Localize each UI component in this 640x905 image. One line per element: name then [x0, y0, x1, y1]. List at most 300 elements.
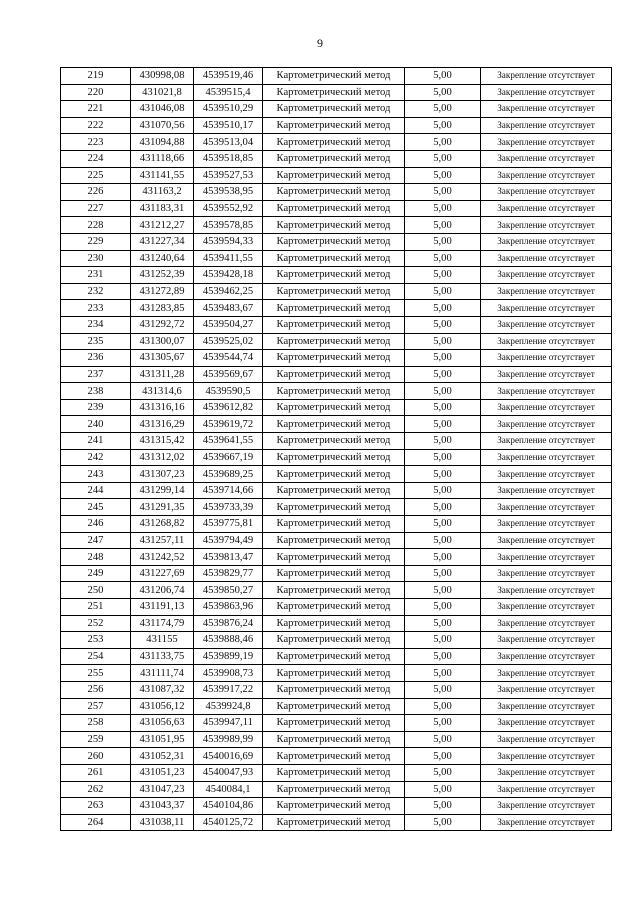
method-cell: Картометрический метод [263, 499, 405, 516]
y-coordinate-cell: 4539428,18 [194, 267, 263, 284]
x-coordinate-cell: 431315,42 [131, 433, 194, 450]
fixation-cell: Закрепление отсутствует [481, 565, 612, 582]
y-coordinate-cell: 4539411,55 [194, 250, 263, 267]
accuracy-cell: 5,00 [405, 482, 481, 499]
method-cell: Картометрический метод [263, 648, 405, 665]
x-coordinate-cell: 431299,14 [131, 482, 194, 499]
accuracy-cell: 5,00 [405, 449, 481, 466]
y-coordinate-cell: 4539594,33 [194, 233, 263, 250]
table-body [61, 68, 612, 831]
fixation-cell: Закрепление отсутствует [481, 781, 612, 798]
x-coordinate-cell: 431257,11 [131, 532, 194, 549]
y-coordinate-cell: 4539899,19 [194, 648, 263, 665]
fixation-cell: Закрепление отсутствует [481, 499, 612, 516]
accuracy-cell: 5,00 [405, 217, 481, 234]
point-number-cell: 230 [61, 250, 131, 267]
accuracy-cell: 5,00 [405, 582, 481, 599]
point-number-cell: 245 [61, 499, 131, 516]
x-coordinate-cell: 431133,75 [131, 648, 194, 665]
table-row [61, 68, 612, 85]
y-coordinate-cell: 4539619,72 [194, 416, 263, 433]
y-coordinate-cell: 4539504,27 [194, 316, 263, 333]
table-row [61, 250, 612, 267]
method-cell: Картометрический метод [263, 698, 405, 715]
point-number-cell: 221 [61, 101, 131, 118]
fixation-cell: Закрепление отсутствует [481, 632, 612, 649]
point-number-cell: 262 [61, 781, 131, 798]
accuracy-cell: 5,00 [405, 283, 481, 300]
fixation-cell: Закрепление отсутствует [481, 748, 612, 765]
fixation-cell: Закрепление отсутствует [481, 648, 612, 665]
x-coordinate-cell: 431252,39 [131, 267, 194, 284]
x-coordinate-cell: 431305,67 [131, 350, 194, 367]
y-coordinate-cell: 4539908,73 [194, 665, 263, 682]
point-number-cell: 239 [61, 399, 131, 416]
table-row [61, 350, 612, 367]
x-coordinate-cell: 431292,72 [131, 316, 194, 333]
x-coordinate-cell: 431043,37 [131, 798, 194, 815]
fixation-cell: Закрепление отсутствует [481, 283, 612, 300]
y-coordinate-cell: 4539775,81 [194, 516, 263, 533]
point-number-cell: 220 [61, 84, 131, 101]
x-coordinate-cell: 431311,28 [131, 366, 194, 383]
fixation-cell: Закрепление отсутствует [481, 582, 612, 599]
x-coordinate-cell: 431240,64 [131, 250, 194, 267]
point-number-cell: 247 [61, 532, 131, 549]
method-cell: Картометрический метод [263, 184, 405, 201]
table-row [61, 648, 612, 665]
y-coordinate-cell: 4539462,25 [194, 283, 263, 300]
method-cell: Картометрический метод [263, 466, 405, 483]
y-coordinate-cell: 4539794,49 [194, 532, 263, 549]
method-cell: Картометрический метод [263, 283, 405, 300]
fixation-cell: Закрепление отсутствует [481, 665, 612, 682]
accuracy-cell: 5,00 [405, 798, 481, 815]
point-number-cell: 227 [61, 200, 131, 217]
fixation-cell: Закрепление отсутствует [481, 466, 612, 483]
accuracy-cell: 5,00 [405, 814, 481, 831]
page-number: 9 [317, 36, 323, 50]
y-coordinate-cell: 4539888,46 [194, 632, 263, 649]
point-number-cell: 242 [61, 449, 131, 466]
x-coordinate-cell: 431314,6 [131, 383, 194, 400]
method-cell: Картометрический метод [263, 200, 405, 217]
y-coordinate-cell: 4539544,74 [194, 350, 263, 367]
fixation-cell: Закрепление отсутствует [481, 150, 612, 167]
accuracy-cell: 5,00 [405, 748, 481, 765]
table-row [61, 582, 612, 599]
point-number-cell: 232 [61, 283, 131, 300]
fixation-cell: Закрепление отсутствует [481, 184, 612, 201]
fixation-cell: Закрепление отсутствует [481, 250, 612, 267]
table-row [61, 101, 612, 118]
fixation-cell: Закрепление отсутствует [481, 532, 612, 549]
table-row [61, 150, 612, 167]
table-row [61, 433, 612, 450]
y-coordinate-cell: 4539689,25 [194, 466, 263, 483]
fixation-cell: Закрепление отсутствует [481, 134, 612, 151]
x-coordinate-cell: 431021,8 [131, 84, 194, 101]
fixation-cell: Закрепление отсутствует [481, 267, 612, 284]
x-coordinate-cell: 431300,07 [131, 333, 194, 350]
fixation-cell: Закрепление отсутствует [481, 681, 612, 698]
accuracy-cell: 5,00 [405, 731, 481, 748]
table-row [61, 516, 612, 533]
fixation-cell: Закрепление отсутствует [481, 101, 612, 118]
accuracy-cell: 5,00 [405, 764, 481, 781]
accuracy-cell: 5,00 [405, 715, 481, 732]
x-coordinate-cell: 431307,23 [131, 466, 194, 483]
method-cell: Картометрический метод [263, 532, 405, 549]
y-coordinate-cell: 4539518,85 [194, 150, 263, 167]
point-number-cell: 257 [61, 698, 131, 715]
table-row [61, 217, 612, 234]
point-number-cell: 224 [61, 150, 131, 167]
method-cell: Картометрический метод [263, 582, 405, 599]
fixation-cell: Закрепление отсутствует [481, 482, 612, 499]
y-coordinate-cell: 4539552,92 [194, 200, 263, 217]
x-coordinate-cell: 431291,35 [131, 499, 194, 516]
table-row [61, 632, 612, 649]
table-row [61, 764, 612, 781]
point-number-cell: 233 [61, 300, 131, 317]
accuracy-cell: 5,00 [405, 499, 481, 516]
table-row [61, 532, 612, 549]
x-coordinate-cell: 431283,85 [131, 300, 194, 317]
fixation-cell: Закрепление отсутствует [481, 764, 612, 781]
y-coordinate-cell: 4540125,72 [194, 814, 263, 831]
x-coordinate-cell: 431118,66 [131, 150, 194, 167]
table-row [61, 167, 612, 184]
accuracy-cell: 5,00 [405, 615, 481, 632]
point-number-cell: 237 [61, 366, 131, 383]
table-row [61, 366, 612, 383]
point-number-cell: 243 [61, 466, 131, 483]
y-coordinate-cell: 4539863,96 [194, 599, 263, 616]
table-row [61, 499, 612, 516]
accuracy-cell: 5,00 [405, 549, 481, 566]
point-number-cell: 259 [61, 731, 131, 748]
x-coordinate-cell: 431056,63 [131, 715, 194, 732]
method-cell: Картометрический метод [263, 167, 405, 184]
x-coordinate-cell: 431174,79 [131, 615, 194, 632]
method-cell: Картометрический метод [263, 366, 405, 383]
point-number-cell: 260 [61, 748, 131, 765]
method-cell: Картометрический метод [263, 333, 405, 350]
point-number-cell: 234 [61, 316, 131, 333]
y-coordinate-cell: 4539483,67 [194, 300, 263, 317]
point-number-cell: 240 [61, 416, 131, 433]
method-cell: Картометрический метод [263, 117, 405, 134]
y-coordinate-cell: 4539813,47 [194, 549, 263, 566]
table-row [61, 466, 612, 483]
method-cell: Картометрический метод [263, 449, 405, 466]
table-row [61, 748, 612, 765]
y-coordinate-cell: 4540084,1 [194, 781, 263, 798]
accuracy-cell: 5,00 [405, 466, 481, 483]
method-cell: Картометрический метод [263, 516, 405, 533]
accuracy-cell: 5,00 [405, 366, 481, 383]
x-coordinate-cell: 431227,69 [131, 565, 194, 582]
point-number-cell: 255 [61, 665, 131, 682]
point-number-cell: 246 [61, 516, 131, 533]
y-coordinate-cell: 4539876,24 [194, 615, 263, 632]
accuracy-cell: 5,00 [405, 117, 481, 134]
table-row [61, 416, 612, 433]
y-coordinate-cell: 4539538,95 [194, 184, 263, 201]
point-number-cell: 241 [61, 433, 131, 450]
point-number-cell: 235 [61, 333, 131, 350]
y-coordinate-cell: 4539947,11 [194, 715, 263, 732]
method-cell: Картометрический метод [263, 134, 405, 151]
accuracy-cell: 5,00 [405, 565, 481, 582]
x-coordinate-cell: 431051,95 [131, 731, 194, 748]
fixation-cell: Закрепление отсутствует [481, 516, 612, 533]
accuracy-cell: 5,00 [405, 134, 481, 151]
y-coordinate-cell: 4539667,19 [194, 449, 263, 466]
method-cell: Картометрический метод [263, 399, 405, 416]
point-number-cell: 219 [61, 68, 131, 85]
x-coordinate-cell: 431038,11 [131, 814, 194, 831]
point-number-cell: 249 [61, 565, 131, 582]
x-coordinate-cell: 431316,16 [131, 399, 194, 416]
table-row [61, 565, 612, 582]
x-coordinate-cell: 431087,32 [131, 681, 194, 698]
y-coordinate-cell: 4540104,86 [194, 798, 263, 815]
method-cell: Картометрический метод [263, 482, 405, 499]
x-coordinate-cell: 431312,02 [131, 449, 194, 466]
y-coordinate-cell: 4539578,85 [194, 217, 263, 234]
x-coordinate-cell: 431268,82 [131, 516, 194, 533]
point-number-cell: 231 [61, 267, 131, 284]
fixation-cell: Закрепление отсутствует [481, 217, 612, 234]
table-row [61, 698, 612, 715]
point-number-cell: 250 [61, 582, 131, 599]
method-cell: Картометрический метод [263, 416, 405, 433]
accuracy-cell: 5,00 [405, 333, 481, 350]
x-coordinate-cell: 431094,88 [131, 134, 194, 151]
x-coordinate-cell: 431070,56 [131, 117, 194, 134]
fixation-cell: Закрепление отсутствует [481, 814, 612, 831]
point-number-cell: 258 [61, 715, 131, 732]
accuracy-cell: 5,00 [405, 681, 481, 698]
point-number-cell: 225 [61, 167, 131, 184]
point-number-cell: 256 [61, 681, 131, 698]
method-cell: Картометрический метод [263, 350, 405, 367]
method-cell: Картометрический метод [263, 798, 405, 815]
fixation-cell: Закрепление отсутствует [481, 433, 612, 450]
method-cell: Картометрический метод [263, 615, 405, 632]
method-cell: Картометрический метод [263, 233, 405, 250]
accuracy-cell: 5,00 [405, 184, 481, 201]
method-cell: Картометрический метод [263, 715, 405, 732]
table-row [61, 383, 612, 400]
accuracy-cell: 5,00 [405, 416, 481, 433]
accuracy-cell: 5,00 [405, 350, 481, 367]
table-row [61, 798, 612, 815]
method-cell: Картометрический метод [263, 84, 405, 101]
point-number-cell: 254 [61, 648, 131, 665]
y-coordinate-cell: 4539590,5 [194, 383, 263, 400]
fixation-cell: Закрепление отсутствует [481, 84, 612, 101]
method-cell: Картометрический метод [263, 814, 405, 831]
method-cell: Картометрический метод [263, 764, 405, 781]
accuracy-cell: 5,00 [405, 648, 481, 665]
table-row [61, 117, 612, 134]
y-coordinate-cell: 4539917,22 [194, 681, 263, 698]
y-coordinate-cell: 4539714,66 [194, 482, 263, 499]
fixation-cell: Закрепление отсутствует [481, 383, 612, 400]
point-number-cell: 226 [61, 184, 131, 201]
method-cell: Картометрический метод [263, 748, 405, 765]
method-cell: Картометрический метод [263, 383, 405, 400]
table-row [61, 615, 612, 632]
x-coordinate-cell: 431191,13 [131, 599, 194, 616]
accuracy-cell: 5,00 [405, 599, 481, 616]
method-cell: Картометрический метод [263, 217, 405, 234]
table-row [61, 316, 612, 333]
point-number-cell: 252 [61, 615, 131, 632]
fixation-cell: Закрепление отсутствует [481, 715, 612, 732]
table-row [61, 665, 612, 682]
method-cell: Картометрический метод [263, 300, 405, 317]
y-coordinate-cell: 4540047,93 [194, 764, 263, 781]
x-coordinate-cell: 431316,29 [131, 416, 194, 433]
accuracy-cell: 5,00 [405, 267, 481, 284]
y-coordinate-cell: 4539513,04 [194, 134, 263, 151]
x-coordinate-cell: 431242,52 [131, 549, 194, 566]
point-number-cell: 248 [61, 549, 131, 566]
method-cell: Картометрический метод [263, 599, 405, 616]
table-row [61, 731, 612, 748]
table-row [61, 814, 612, 831]
table-row [61, 781, 612, 798]
table-row [61, 482, 612, 499]
x-coordinate-cell: 431046,08 [131, 101, 194, 118]
point-number-cell: 238 [61, 383, 131, 400]
accuracy-cell: 5,00 [405, 250, 481, 267]
accuracy-cell: 5,00 [405, 68, 481, 85]
accuracy-cell: 5,00 [405, 383, 481, 400]
accuracy-cell: 5,00 [405, 433, 481, 450]
accuracy-cell: 5,00 [405, 516, 481, 533]
fixation-cell: Закрепление отсутствует [481, 416, 612, 433]
table-row [61, 549, 612, 566]
method-cell: Картометрический метод [263, 681, 405, 698]
y-coordinate-cell: 4539510,17 [194, 117, 263, 134]
y-coordinate-cell: 4539525,02 [194, 333, 263, 350]
fixation-cell: Закрепление отсутствует [481, 399, 612, 416]
y-coordinate-cell: 4539519,46 [194, 68, 263, 85]
table-row [61, 333, 612, 350]
x-coordinate-cell: 431056,12 [131, 698, 194, 715]
y-coordinate-cell: 4539829,77 [194, 565, 263, 582]
accuracy-cell: 5,00 [405, 200, 481, 217]
method-cell: Картометрический метод [263, 565, 405, 582]
point-number-cell: 263 [61, 798, 131, 815]
fixation-cell: Закрепление отсутствует [481, 300, 612, 317]
table-row [61, 599, 612, 616]
accuracy-cell: 5,00 [405, 632, 481, 649]
point-number-cell: 253 [61, 632, 131, 649]
point-number-cell: 229 [61, 233, 131, 250]
method-cell: Картометрический метод [263, 150, 405, 167]
fixation-cell: Закрепление отсутствует [481, 366, 612, 383]
x-coordinate-cell: 431051,23 [131, 764, 194, 781]
y-coordinate-cell: 4539924,8 [194, 698, 263, 715]
table-row [61, 200, 612, 217]
point-number-cell: 244 [61, 482, 131, 499]
coordinates-table [60, 67, 612, 831]
fixation-cell: Закрепление отсутствует [481, 731, 612, 748]
fixation-cell: Закрепление отсутствует [481, 68, 612, 85]
method-cell: Картометрический метод [263, 68, 405, 85]
y-coordinate-cell: 4540016,69 [194, 748, 263, 765]
method-cell: Картометрический метод [263, 632, 405, 649]
fixation-cell: Закрепление отсутствует [481, 167, 612, 184]
y-coordinate-cell: 4539510,29 [194, 101, 263, 118]
method-cell: Картометрический метод [263, 665, 405, 682]
fixation-cell: Закрепление отсутствует [481, 316, 612, 333]
accuracy-cell: 5,00 [405, 532, 481, 549]
fixation-cell: Закрепление отсутствует [481, 200, 612, 217]
x-coordinate-cell: 431052,31 [131, 748, 194, 765]
fixation-cell: Закрепление отсутствует [481, 333, 612, 350]
table-row [61, 300, 612, 317]
accuracy-cell: 5,00 [405, 300, 481, 317]
point-number-cell: 261 [61, 764, 131, 781]
x-coordinate-cell: 431163,2 [131, 184, 194, 201]
x-coordinate-cell: 431155 [131, 632, 194, 649]
y-coordinate-cell: 4539641,55 [194, 433, 263, 450]
table-row [61, 715, 612, 732]
point-number-cell: 264 [61, 814, 131, 831]
method-cell: Картометрический метод [263, 316, 405, 333]
point-number-cell: 251 [61, 599, 131, 616]
fixation-cell: Закрепление отсутствует [481, 233, 612, 250]
table-row [61, 233, 612, 250]
fixation-cell: Закрепление отсутствует [481, 615, 612, 632]
table-row [61, 134, 612, 151]
point-number-cell: 228 [61, 217, 131, 234]
accuracy-cell: 5,00 [405, 781, 481, 798]
accuracy-cell: 5,00 [405, 399, 481, 416]
x-coordinate-cell: 430998,08 [131, 68, 194, 85]
table-row [61, 681, 612, 698]
point-number-cell: 236 [61, 350, 131, 367]
accuracy-cell: 5,00 [405, 101, 481, 118]
y-coordinate-cell: 4539989,99 [194, 731, 263, 748]
y-coordinate-cell: 4539612,82 [194, 399, 263, 416]
accuracy-cell: 5,00 [405, 167, 481, 184]
method-cell: Картометрический метод [263, 250, 405, 267]
x-coordinate-cell: 431141,55 [131, 167, 194, 184]
y-coordinate-cell: 4539527,53 [194, 167, 263, 184]
table-row [61, 399, 612, 416]
method-cell: Картометрический метод [263, 731, 405, 748]
method-cell: Картометрический метод [263, 101, 405, 118]
method-cell: Картометрический метод [263, 433, 405, 450]
method-cell: Картометрический метод [263, 267, 405, 284]
x-coordinate-cell: 431227,34 [131, 233, 194, 250]
fixation-cell: Закрепление отсутствует [481, 549, 612, 566]
table-row [61, 84, 612, 101]
table-row [61, 449, 612, 466]
x-coordinate-cell: 431183,31 [131, 200, 194, 217]
table-row [61, 184, 612, 201]
x-coordinate-cell: 431111,74 [131, 665, 194, 682]
table-row [61, 283, 612, 300]
